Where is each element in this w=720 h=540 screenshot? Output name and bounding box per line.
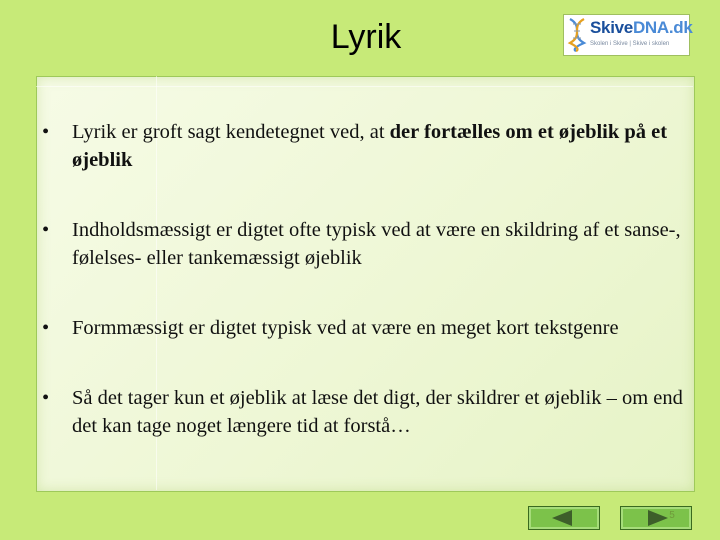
bullet-item	[42, 314, 697, 342]
bullet-list	[42, 118, 697, 440]
bullet-text: Formmæssigt er digtet typisk ved at være en meget kort tekstgenre	[72, 317, 619, 339]
bullet-marker: •	[42, 219, 50, 241]
bullet-marker: •	[42, 317, 50, 339]
bullet-text: Indholdsmæssigt er digtet ofte typisk ved at være en skildring af et sanse-, følelses- eller tankemæssigt øjeblik	[72, 219, 681, 269]
previous-slide-button[interactable]	[528, 506, 600, 530]
triangle-left-icon	[529, 507, 599, 529]
bullet-item	[42, 118, 697, 174]
bullet-item	[42, 384, 697, 440]
logo-name-suffix: DNA.dk	[632, 18, 693, 37]
bullet-text: Lyrik er groft sagt kendetegnet ved, at	[72, 121, 390, 143]
logo-name-prefix: Skive	[590, 18, 633, 37]
slide-title: Lyrik	[330, 18, 402, 56]
panel-guide-horizontal	[36, 86, 693, 87]
bullet-text-emphasis: der fortælles om et øjeblik på et øjeblik	[72, 121, 668, 171]
logo-tagline: Skolen i Skive | Skive i skolen	[590, 41, 670, 47]
slide-number: 5	[669, 510, 675, 521]
bullet-marker: •	[42, 387, 50, 409]
bullet-marker: •	[42, 121, 50, 143]
logo-wordmark	[590, 18, 693, 38]
dna-helix-icon	[566, 17, 588, 53]
bullet-text: Så det tager kun et øjeblik at læse det digt, der skildrer et øjeblik – om end det kan tage noget længere tid at forstå…	[72, 387, 683, 437]
skivedna-logo[interactable]	[563, 14, 693, 56]
bullet-item	[42, 216, 697, 272]
